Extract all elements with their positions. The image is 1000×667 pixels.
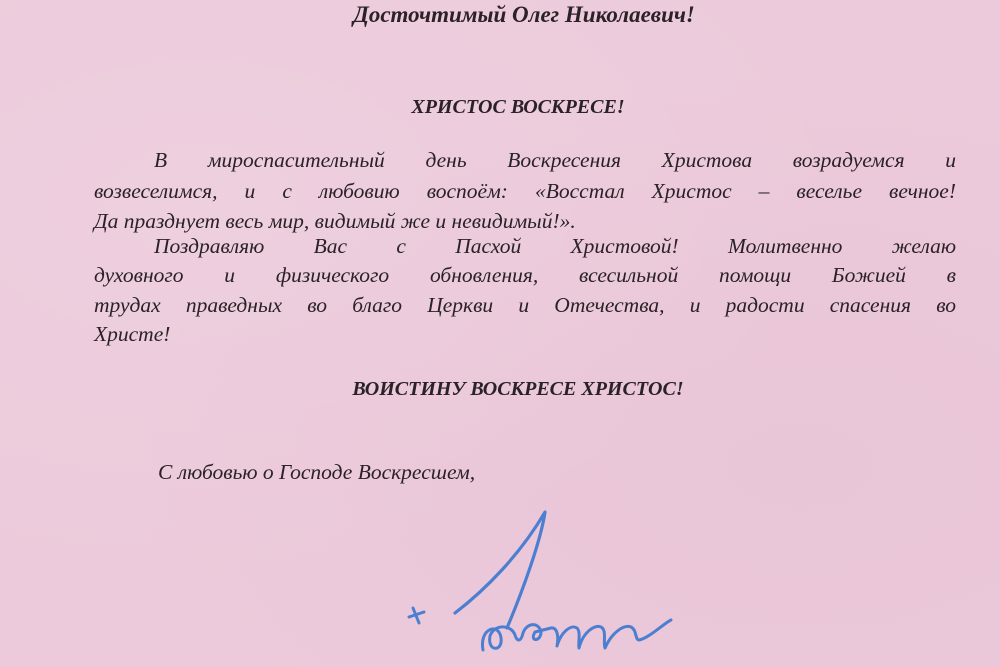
paragraph-2-line-4: Христе! <box>94 322 171 346</box>
paragraph-1-line-1: В мироспасительный день Воскресения Христова возрадуемся и <box>154 148 956 172</box>
handwritten-signature <box>395 500 695 667</box>
easter-heading: ХРИСТОС ВОСКРЕСЕ! <box>411 96 625 118</box>
letter-greeting: Досточтимый Олег Николаевич! <box>353 2 695 27</box>
paragraph-1-line-2: возвеселимся, и с любовию воспоём: «Восстал Христос – веселье вечное! <box>94 179 956 203</box>
paragraph-2-line-1: Поздравляю Вас с Пасхой Христовой! Молитвенно желаю <box>154 234 956 258</box>
closing-line: С любовью о Господе Воскресшем, <box>158 460 476 484</box>
paragraph-2-line-2: духовного и физического обновления, всесильной помощи Божией в <box>94 263 956 287</box>
response-heading: ВОИСТИНУ ВОСКРЕСЕ ХРИСТОС! <box>352 378 684 400</box>
paragraph-1-line-3: Да празднует весь мир, видимый же и невидимый!». <box>94 209 576 233</box>
paragraph-2-line-3: трудах праведных во благо Церкви и Отечества, и радости спасения во <box>94 293 956 317</box>
